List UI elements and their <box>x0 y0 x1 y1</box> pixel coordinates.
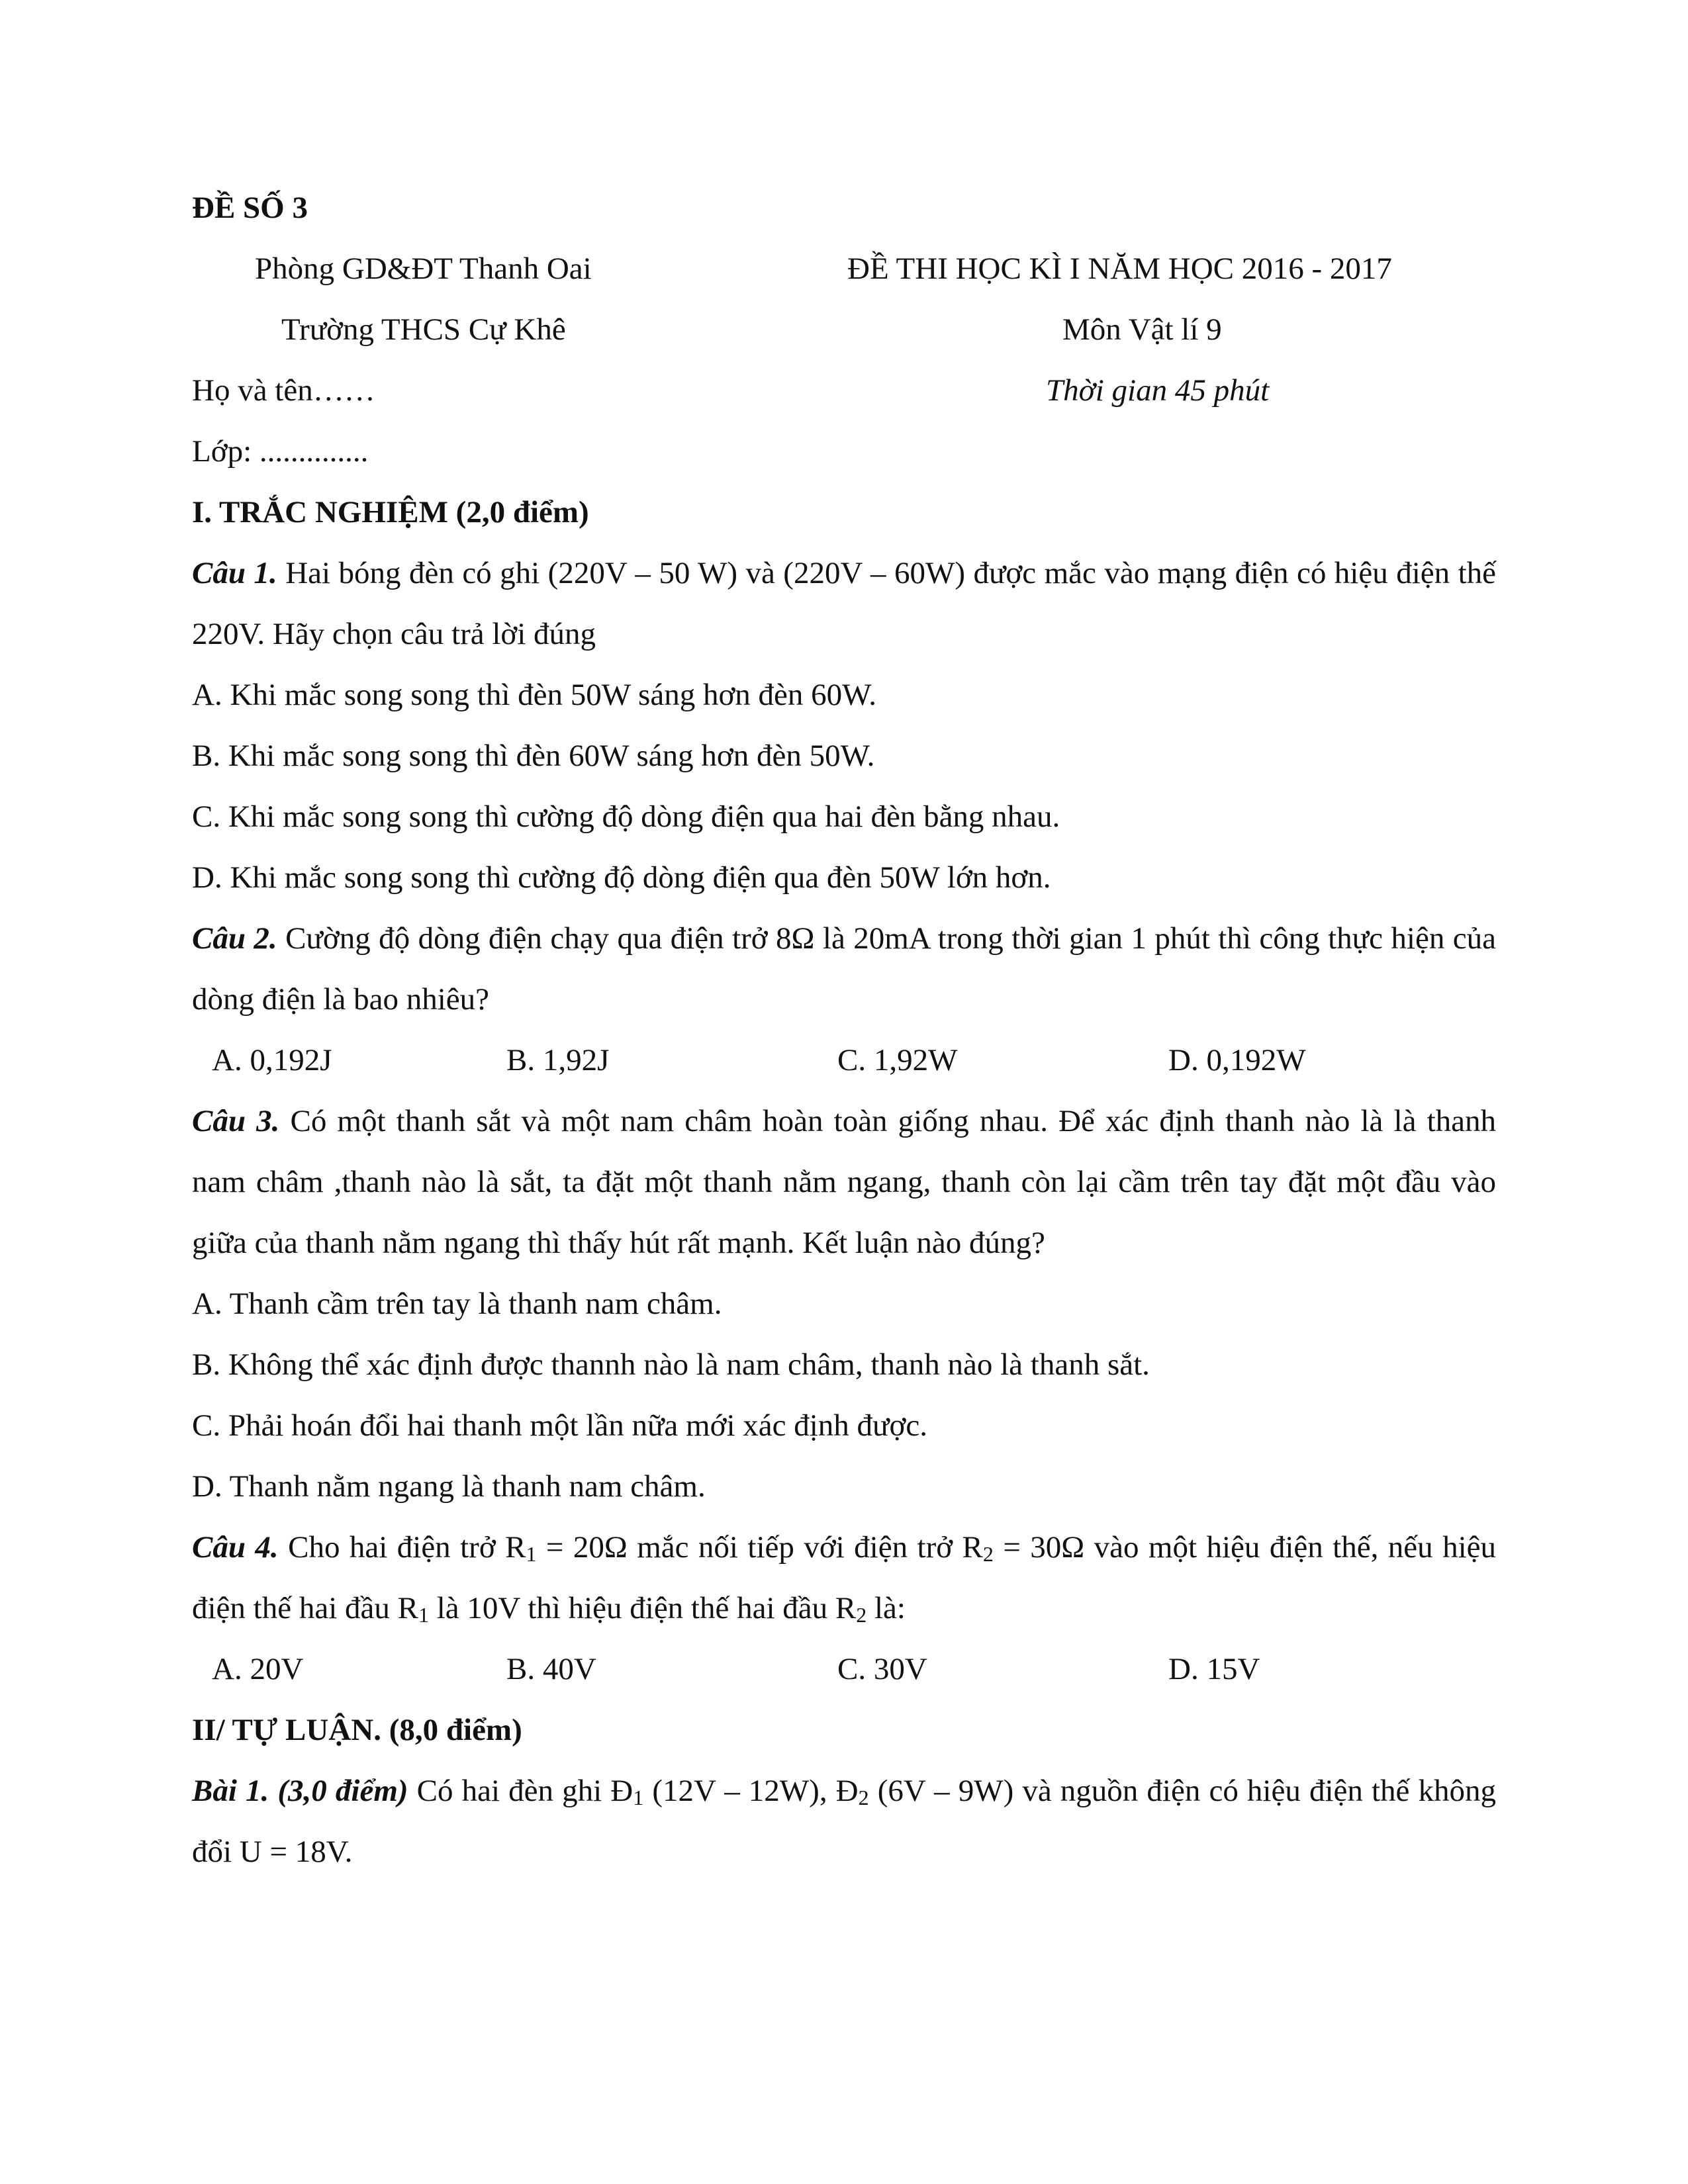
department-name: Phòng GD&ĐT Thanh Oai <box>255 251 592 286</box>
subscript: 2 <box>982 1542 994 1566</box>
question-3 <box>192 1091 1496 1273</box>
question-4-options <box>192 1639 1496 1700</box>
problem-1-label: Bài 1. <box>192 1774 269 1808</box>
question-4-text-part: là 10V thì hiệu điện thế hai đầu R <box>428 1591 857 1625</box>
class-field: Lớp: .............. <box>192 434 369 469</box>
problem-1-text-part: Có hai đèn ghi Đ <box>408 1774 633 1808</box>
question-4-option-c: C. 30V <box>837 1652 927 1686</box>
question-1-option-c: C. Khi mắc song song thì cường độ dòng điện qua hai đèn bằng nhau. <box>192 799 1060 834</box>
subscript: 1 <box>418 1603 429 1627</box>
question-2 <box>192 908 1496 1030</box>
question-2-option-a: A. 0,192J <box>212 1043 332 1077</box>
header-row-3 <box>192 360 1496 421</box>
question-1-option-a: A. Khi mắc song song thì đèn 50W sáng hơn đèn 60W. <box>192 678 876 712</box>
school-name: Trường THCS Cự Khê <box>281 312 566 347</box>
question-4-text-part: = 30Ω vào một hiệu điện thế, nếu hiệu điện thế hai đầu R <box>192 1530 1497 1625</box>
question-4-text-part: = 20Ω mắc nối tiếp với điện trở R <box>536 1530 983 1565</box>
question-1-label: Câu 1. <box>192 556 277 590</box>
problem-1-text-part: (6V – 9W) và nguồn điện có hiệu điện thế không đổi U = 18V. <box>192 1774 1497 1869</box>
problem-1-text-part: (12V – 12W), Đ <box>643 1774 859 1808</box>
question-2-option-d: D. 0,192W <box>1168 1043 1306 1077</box>
problem-1 <box>192 1760 1496 1882</box>
question-1 <box>192 543 1496 664</box>
name-field: Họ và tên…… <box>192 373 375 408</box>
question-1-text: Hai bóng đèn có ghi (220V – 50 W) và (220V – 60W) được mắc vào mạng điện có hiệu điện thế 220V. Hãy chọn câu trả lời đúng <box>192 556 1496 651</box>
header-row-2 <box>192 299 1496 360</box>
question-2-option-c: C. 1,92W <box>837 1043 958 1077</box>
subscript: 2 <box>858 1786 869 1809</box>
question-2-label: Câu 2. <box>192 921 277 956</box>
subject: Môn Vật lí 9 <box>1062 312 1222 347</box>
exam-page <box>192 177 1496 1882</box>
subscript: 2 <box>856 1603 867 1627</box>
question-1-option-d: D. Khi mắc song song thì cường độ dòng điện qua đèn 50W lớn hơn. <box>192 860 1051 895</box>
question-3-label: Câu 3. <box>192 1104 280 1138</box>
header-row-1 <box>192 238 1496 299</box>
exam-title: ĐỀ THI HỌC KÌ I NĂM HỌC 2016 - 2017 <box>847 251 1392 286</box>
problem-1-points: (3,0 điểm) <box>269 1774 408 1808</box>
question-3-option-b: B. Không thể xác định được thannh nào là nam châm, thanh nào là thanh sắt. <box>192 1347 1150 1382</box>
question-4-label: Câu 4. <box>192 1530 279 1565</box>
question-2-options <box>192 1030 1496 1091</box>
question-4-option-d: D. 15V <box>1168 1652 1260 1686</box>
question-3-option-c: C. Phải hoán đổi hai thanh một lần nữa mới xác định được. <box>192 1408 927 1443</box>
section-1-title: I. TRẮC NGHIỆM (2,0 điểm) <box>192 495 589 529</box>
question-4 <box>192 1517 1496 1639</box>
exam-time: Thời gian 45 phút <box>1046 373 1270 408</box>
section-2-title: II/ TỰ LUẬN. (8,0 điểm) <box>192 1713 522 1747</box>
subscript: 1 <box>526 1542 537 1566</box>
question-4-option-a: A. 20V <box>212 1652 304 1686</box>
question-2-text: Cường độ dòng điện chạy qua điện trở 8Ω là 20mA trong thời gian 1 phút thì công thực hiện của dòng điện là bao nhiêu? <box>192 921 1496 1017</box>
question-1-option-b: B. Khi mắc song song thì đèn 60W sáng hơn đèn 50W. <box>192 739 875 773</box>
question-4-text-part: là: <box>867 1591 906 1625</box>
exam-number: ĐỀ SỐ 3 <box>192 191 308 225</box>
subscript: 1 <box>633 1786 644 1809</box>
question-4-option-b: B. 40V <box>506 1652 596 1686</box>
question-3-text: Có một thanh sắt và một nam châm hoàn toàn giống nhau. Để xác định thanh nào là là thanh nam châm ,thanh nào là sắt, ta đặt một thanh nằm ngang, thanh còn lại cầm trên tay đặt một đầu vào giữa của thanh nằm ngang thì thấy hút rất mạnh. Kết luận nào đúng? <box>192 1104 1496 1260</box>
question-4-text-part: Cho hai điện trở R <box>278 1530 526 1565</box>
question-2-option-b: B. 1,92J <box>506 1043 610 1077</box>
question-3-option-a: A. Thanh cầm trên tay là thanh nam châm. <box>192 1287 722 1321</box>
question-3-option-d: D. Thanh nằm ngang là thanh nam châm. <box>192 1469 706 1504</box>
